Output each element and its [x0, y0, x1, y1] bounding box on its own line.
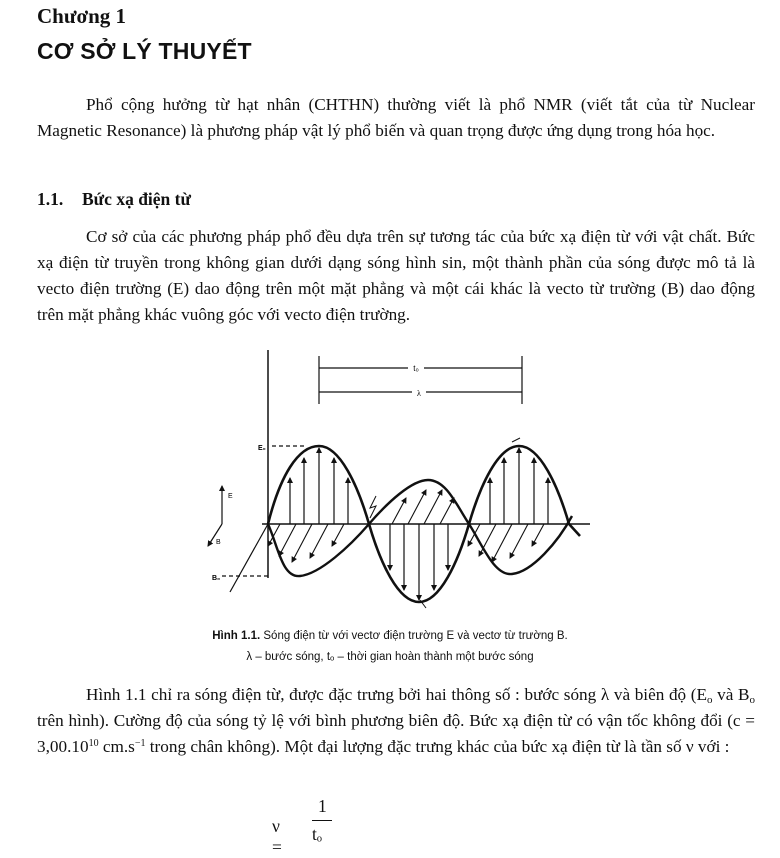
b-field-arrows: [268, 490, 544, 562]
figure-caption-text: Sóng điện từ với vectơ điện trường E và vectơ từ trường B.: [263, 630, 568, 642]
em-wave-diagram: [180, 346, 600, 618]
figure-caption-line2: λ – bước sóng, tₒ – thời gian hoàn thành một bước sóng: [246, 651, 534, 663]
formula-denominator: tₒ: [312, 824, 322, 844]
e0-subscript: o: [707, 694, 713, 706]
formula-numerator: 1: [318, 796, 327, 816]
exponent-minus-1: −1: [134, 738, 146, 749]
p3-text-1: Hình 1.1 chỉ ra sóng điện từ, được đặc trưng bởi hai thông số : bước sóng λ và biên độ (E: [86, 685, 708, 704]
section-title: Bức xạ điện từ: [82, 189, 191, 209]
p3-text-4: cm.s: [98, 737, 135, 756]
p3-text-5: trong chân không). Một đại lượng đặc trưng khác của bức xạ điện từ là tần số ν với :: [145, 737, 730, 756]
chapter-title: CƠ SỞ LÝ THUYẾT: [37, 38, 252, 64]
formula-lhs: ν =: [272, 816, 282, 857]
intro-paragraph: Phổ cộng hưởng từ hạt nhân (CHTHN) thường viết là phổ NMR (viết tắt của từ Nuclear Magnetic Resonance) là phương pháp vật lý phổ biến và quan trọng được ứng dụng trong hóa học.: [37, 95, 755, 140]
section-paragraph: Cơ sở của các phương pháp phổ đều dựa trên sự tương tác của bức xạ điện từ với vật chất. Bức xạ điện từ truyền trong không gian dưới dạng sóng hình sin, một thành phần của sóng được mô tả là vecto điện trường (E) dao động trên một mặt phẳng và một cái khác là vecto từ trường (B) dao động trên mặt phẳng khác vuông góc với vecto điện trường.: [37, 227, 755, 324]
b0-label: B₀: [212, 575, 221, 582]
chapter-label: Chương 1: [37, 4, 127, 28]
t0-label: t₀: [413, 364, 419, 373]
crest-marker: [512, 438, 520, 442]
fraction-bar: [312, 820, 332, 821]
section-number: 1.1.: [37, 189, 64, 209]
p3-text-2: và B: [712, 685, 750, 704]
exponent-10: 10: [88, 738, 99, 749]
wavelength-dimension: [319, 380, 522, 404]
e0-label: E₀: [258, 445, 266, 452]
b0-subscript: o: [749, 694, 755, 706]
figure-caption-label: Hình 1.1.: [212, 630, 261, 642]
b-axis-label: B: [216, 539, 221, 546]
paragraph-3: [37, 682, 755, 760]
b-plane-axis: [230, 524, 268, 592]
p3-text-3: trên hình). Cường độ của sóng tỷ lệ với bình phương biên độ. Bức xạ điện từ có vận tốc không đổi (c = 3,00.10: [37, 711, 755, 756]
lambda-label: λ: [417, 389, 421, 398]
period-dimension: [319, 356, 522, 380]
e-axis-label: E: [228, 493, 233, 500]
em-wave-figure: [180, 346, 600, 618]
figure-caption: [0, 630, 780, 642]
section-heading: [37, 189, 191, 210]
node-marker: [370, 496, 376, 518]
